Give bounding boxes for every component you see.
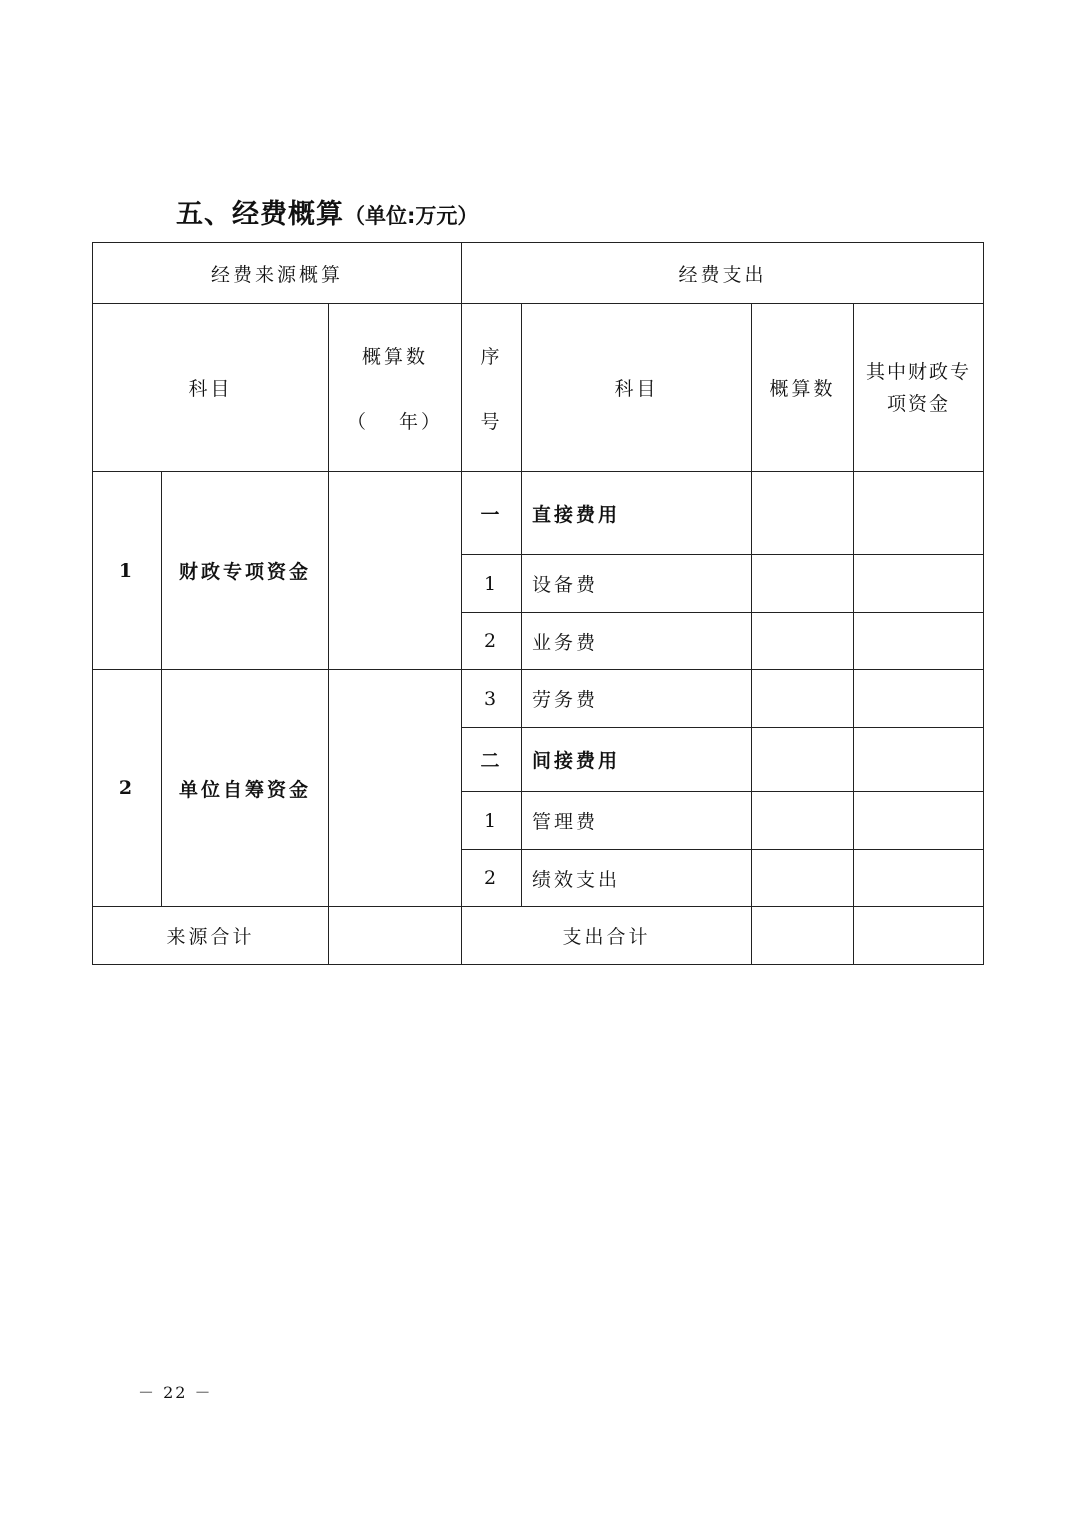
expense-name: 绩效支出 [522, 850, 752, 907]
expense-amount-cell[interactable] [752, 670, 854, 728]
expense-seq: 二 [462, 728, 522, 792]
expense-amount-cell[interactable] [752, 792, 854, 850]
seq-header-top: 序 [480, 345, 503, 368]
source-subject-header: 科目 [93, 304, 329, 472]
source-section-header: 经费来源概算 [93, 243, 462, 304]
expense-fiscal-cell[interactable] [854, 850, 984, 907]
source-amount-cell[interactable] [329, 472, 462, 670]
expense-total-amount-cell[interactable] [752, 907, 854, 965]
seq-header [462, 304, 522, 472]
source-name: 财政专项资金 [162, 472, 329, 670]
expense-amount-cell[interactable] [752, 728, 854, 792]
expense-fiscal-cell[interactable] [854, 728, 984, 792]
table-row [93, 472, 984, 555]
expense-name: 直接费用 [522, 472, 752, 555]
expense-amount-header: 概算数 [752, 304, 854, 472]
source-amount-cell[interactable] [329, 670, 462, 907]
expense-amount-cell[interactable] [752, 850, 854, 907]
table-row [93, 907, 984, 965]
table-row [93, 304, 984, 472]
table-row [93, 670, 984, 728]
expense-name: 设备费 [522, 555, 752, 613]
expense-name: 间接费用 [522, 728, 752, 792]
expense-amount-cell[interactable] [752, 472, 854, 555]
source-total-cell[interactable] [329, 907, 462, 965]
expense-name: 管理费 [522, 792, 752, 850]
expense-seq: 2 [462, 613, 522, 670]
expense-fiscal-cell[interactable] [854, 472, 984, 555]
source-no: 1 [93, 472, 162, 670]
source-amount-label: 概算数 [362, 345, 429, 368]
expense-name: 业务费 [522, 613, 752, 670]
expense-subject-header: 科目 [522, 304, 752, 472]
expense-amount-cell[interactable] [752, 555, 854, 613]
unit-note: （单位:万元） [344, 204, 479, 228]
source-amount-year: 年） [399, 410, 444, 433]
budget-table [92, 242, 984, 965]
source-amount-header [329, 304, 462, 472]
section-heading [176, 192, 478, 234]
expense-seq: 2 [462, 850, 522, 907]
expense-section-header: 经费支出 [462, 243, 984, 304]
expense-fiscal-cell[interactable] [854, 555, 984, 613]
expense-fiscal-header [854, 304, 984, 472]
expense-seq: 一 [462, 472, 522, 555]
expense-fiscal-cell[interactable] [854, 670, 984, 728]
table-row [93, 243, 984, 304]
source-total-label: 来源合计 [93, 907, 329, 965]
section-title: 五、经费概算 [176, 199, 344, 230]
expense-fiscal-cell[interactable] [854, 613, 984, 670]
expense-name: 劳务费 [522, 670, 752, 728]
expense-fiscal-cell[interactable] [854, 792, 984, 850]
source-name: 单位自筹资金 [162, 670, 329, 907]
expense-total-label: 支出合计 [462, 907, 752, 965]
expense-total-fiscal-cell[interactable] [854, 907, 984, 965]
expense-seq: 1 [462, 555, 522, 613]
expense-fiscal-label: 其中财政专项资金 [866, 360, 972, 415]
seq-header-bottom: 号 [480, 410, 503, 433]
source-amount-paren: （ [347, 410, 370, 433]
page-number: － 22 － [138, 1383, 213, 1402]
expense-seq: 3 [462, 670, 522, 728]
source-no: 2 [93, 670, 162, 907]
expense-seq: 1 [462, 792, 522, 850]
expense-amount-cell[interactable] [752, 613, 854, 670]
